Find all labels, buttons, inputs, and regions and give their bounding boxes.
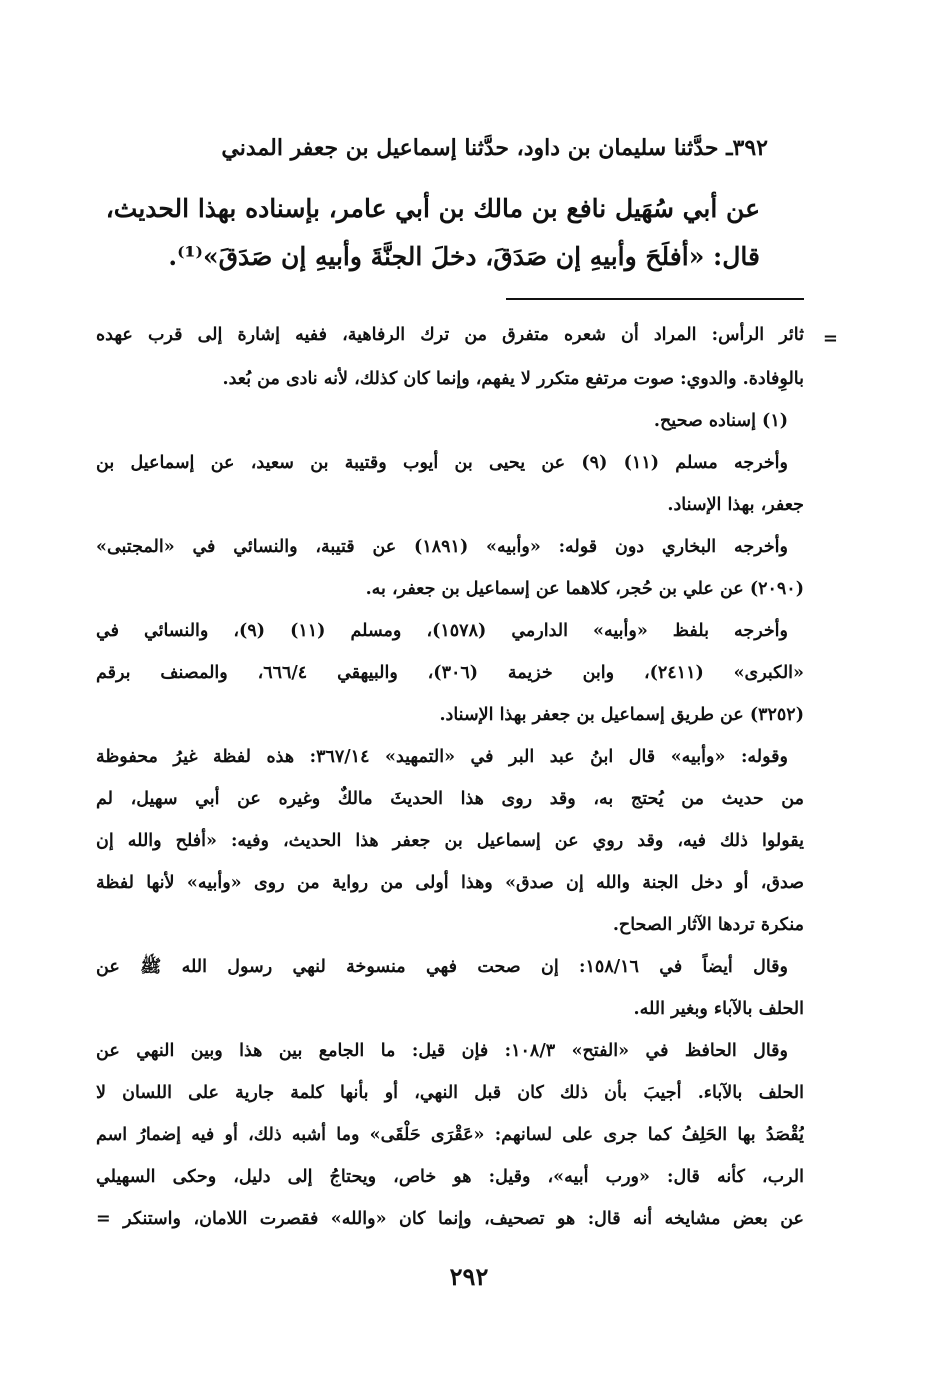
footnote-line: «الكبرى» (٢٤١١)، وابن خزيمة (٣٠٦)، والبيهقي ٦٦٦/٤، والمصنف برقم	[96, 663, 804, 683]
footnote-line: وأخرجه بلفظ «وأبيه» الدارمي (١٥٧٨)، ومسلم (١١) (٩)، والنسائي في	[96, 621, 788, 641]
footnote-line: بالوِفادة. والدوي: صوت مرتفع متكرر لا يفهم، وإنما كان كذلك، لأنه نادى من بُعد.	[222, 369, 804, 389]
footnote-line: جعفر، بهذا الإسناد.	[667, 495, 804, 515]
footnote-separator	[506, 298, 804, 300]
footnote-line: وقال الحافظ في «الفتح» ١٠٨/٣: فإن قيل: ما الجامع بين هذا وبين النهي عن	[96, 1041, 788, 1061]
footnote-line: صدق، أو دخل الجنة والله إن صدق» وهذا أولى من رواية من روى «وأبيه» لأنها لفظة	[96, 873, 804, 893]
footnote-line: ثائر الرأس: المراد أن شعره متفرق من ترك الرفاهية، ففيه إشارة إلى قرب عهده	[96, 325, 804, 345]
page-number: ٢٩٢	[449, 1262, 489, 1291]
footnote-line: من حديث من يُحتج به، وقد روى هذا الحديثَ مالكٌ وغيره عن أبي سهيل، لم	[96, 789, 804, 809]
footnote-line: وأخرجه البخاري دون قوله: «وأبيه» (١٨٩١) عن قتيبة، والنسائي في «المجتبى»	[96, 537, 788, 557]
footnote-line: يُقْصَدُ بها الحَلِفُ كما جرى على لسانهم: «عَقْرَى حَلْقَى» وما أشبه ذلك، أو فيه إضمارُ اسم	[96, 1125, 804, 1145]
hadith-heading: ٣٩٢ـ حدَّثنا سليمان بن داود، حدَّثنا إسماعيل بن جعفر المدني	[221, 135, 768, 161]
footnote-line: وقال أيضاً في ١٥٨/١٦: إن صحت فهي منسوخة لنهي رسول الله ﷺ عن	[96, 957, 788, 977]
footnote-line: الرب، كأنه قال: «ورب أبيه»، وقيل: هو خاص، ويحتاجُ إلى دليل، وحكى السهيلي	[96, 1167, 804, 1187]
footnote-line: وقوله: «وأبيه» قال ابنُ عبد البر في «التمهيد» ٣٦٧/١٤: هذه لفظة غيرُ محفوظة	[96, 747, 788, 767]
continuation-mark: =	[822, 328, 838, 349]
footnote-line: (١) إسناده صحيح.	[653, 411, 788, 431]
footnote-line: (٣٢٥٢) عن طريق إسماعيل بن جعفر بهذا الإسناد.	[439, 705, 804, 725]
footnote-line: الحلف بالآباء. أجيبَ بأن ذلك كان قبل النهي، أو بأنها كلمة جارية على اللسان لا	[96, 1083, 804, 1103]
footnote-line: منكرة تردها الآثار الصحاح.	[612, 915, 804, 935]
footnote-line: الحلف بالآباء وبغير الله.	[633, 999, 804, 1019]
hadith-text-line-1: عن أبي سُهَيل نافع بن مالك بن أبي عامر، بإسناده بهذا الحديث،	[105, 194, 760, 223]
footnote-line: عن بعض مشايخه أنه قال: هو تصحيف، وإنما كان «والله» فقصرت اللامان، واستنكر =	[96, 1209, 804, 1229]
footnote-line: (٢٠٩٠) عن علي بن حُجر، كلاهما عن إسماعيل بن جعفر، به.	[365, 579, 804, 599]
hadith-text-line-2: قال: «أفلَحَ وأبيهِ إن صَدَقَ، دخلَ الجنَّةَ وأبيهِ إن صَدَقَ»⁽¹⁾.	[168, 242, 760, 271]
footnote-line: يقولوا ذلك فيه، وقد روي عن إسماعيل بن جعفر هذا الحديث، وفيه: «أفلح والله إن	[96, 831, 804, 851]
footnote-line: وأخرجه مسلم (١١) (٩) عن يحيى بن أيوب وقتيبة بن سعيد، عن إسماعيل بن	[96, 453, 788, 473]
